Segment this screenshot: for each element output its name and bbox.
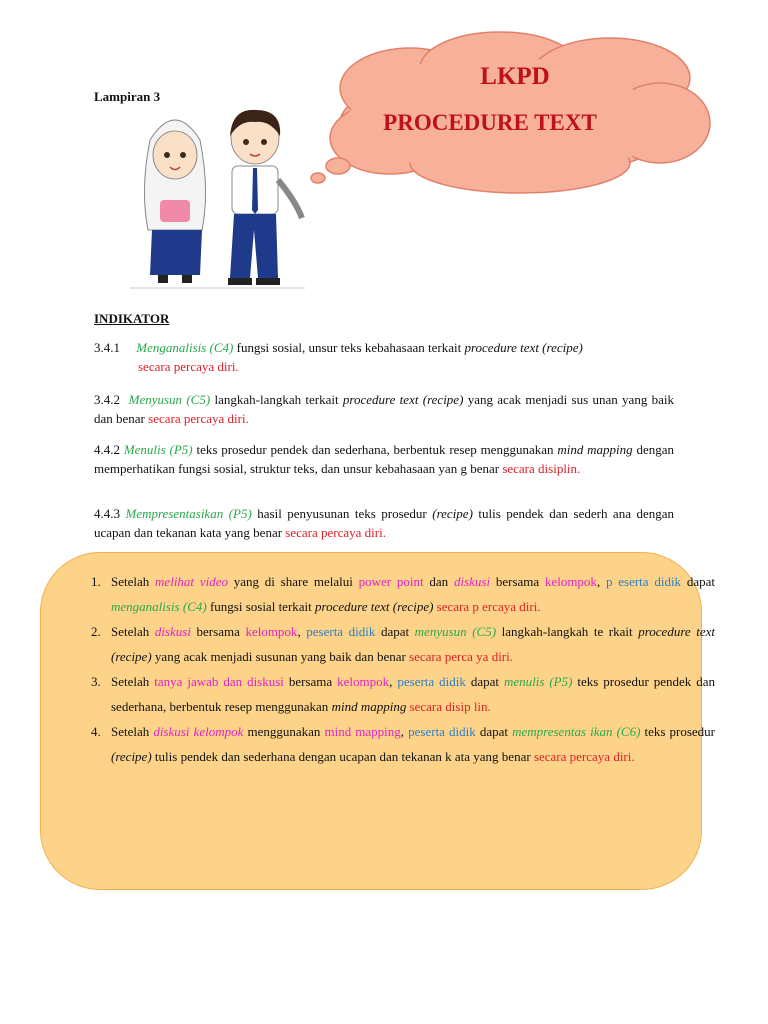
tujuan-item: 4. Setelah diskusi kelompok menggunakan mind mapping, peserta didik dapat mempresentas ikan (C6) teks prosedur (recipe) tulis pendek dan sederhana dengan ucapan dan tekanan k ata yang benar secara percaya diri. xyxy=(91,724,716,764)
indikator-heading: INDIKATOR xyxy=(94,311,170,326)
cloud-title: LKPD xyxy=(480,63,550,90)
tujuan-item: 2. Setelah diskusi bersama kelompok, peserta didik dapat menyusun (C5) langkah-langkah te rkait procedure text (recipe) yang acak menjadi susunan yang baik dan benar secara perca ya diri. xyxy=(91,624,716,664)
cloud-subtitle: PROCEDURE TEXT xyxy=(383,110,597,135)
tujuan-box xyxy=(40,552,716,890)
tujuan-item: 3. Setelah tanya jawab dan diskusi bersama kelompok, peserta didik dapat menulis (P5) teks prosedur pendek dan sederhana, berbentuk resep menggunakan mind mapping secara disip lin. xyxy=(91,674,716,714)
indikator-item: 3.4.1 Menganalisis (C4) fungsi sosial, unsur teks kebahasaan terkait procedure text (recipe) secara percaya diri. xyxy=(94,340,583,374)
indikator-item: 4.4.2 Menulis (P5) teks prosedur pendek dan sederhana, berbentuk resep menggunakan mind mapping dengan memperhatikan fungsi sosial, struktur teks, dan unsur kebahasaan yan g benar secara disiplin. xyxy=(94,442,675,476)
students-illustration xyxy=(130,100,305,290)
lampiran-label: Lampiran 3 xyxy=(94,89,161,104)
indikator-item: 3.4.2 Menyusun (C5) langkah-langkah terkait procedure text (recipe) yang acak menjadi sus unan yang baik dan benar secara percaya diri. xyxy=(94,392,675,426)
tujuan-item: 1. Setelah melihat video yang di share melalui power point dan diskusi bersama kelompok, p eserta didik dapat menganalisis (C4) fungsi sosial terkait procedure text (recipe) secara p ercaya diri. xyxy=(91,574,715,614)
indikator-item: 4.4.3 Mempresentasikan (P5) hasil penyusunan teks prosedur (recipe) tulis pendek dan sederh ana dengan ucapan dan tekanan kata yang benar secara percaya diri. xyxy=(94,506,674,540)
